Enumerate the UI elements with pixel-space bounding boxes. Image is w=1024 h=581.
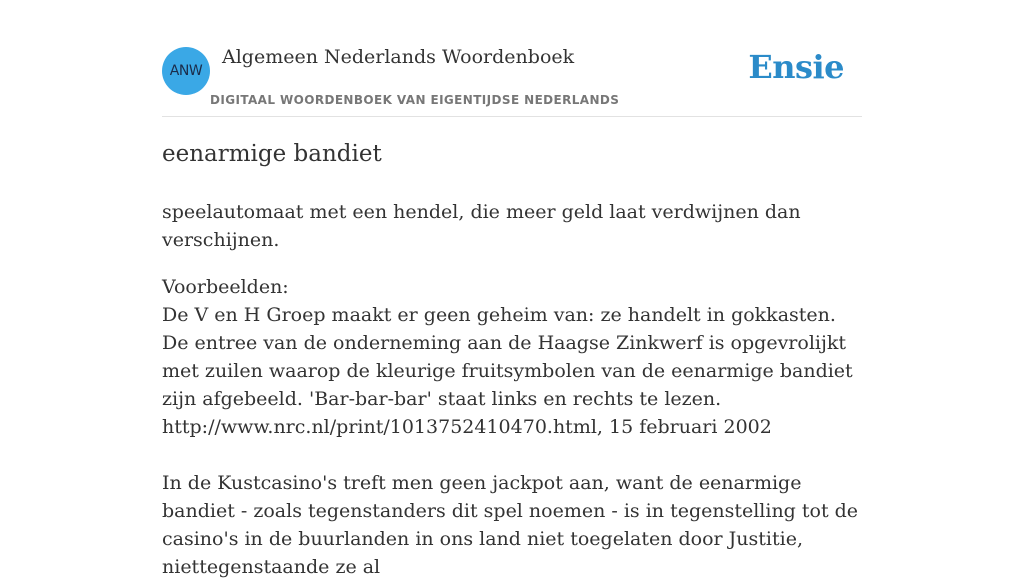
site-header — [162, 38, 862, 117]
examples-section — [162, 273, 862, 581]
example-spacer — [162, 441, 862, 469]
example-source: http://www.nrc.nl/print/1013752410470.html, 15 februari 2002 — [162, 416, 772, 438]
example-text: De V en H Groep maakt er geen geheim van: ze handelt in gokkasten. De entree van de onderneming aan de Haagse Zinkwerf is opgevrolijkt met zuilen waarop de kleurige fruitsymbolen van de eenarmige bandiet zijn afgebeeld. 'Bar-bar-bar' staat links en rechts te lezen. — [162, 304, 853, 410]
example-text: In de Kustcasino's treft men geen jackpot aan, want de eenarmige bandiet - zoals tegenstanders dit spel noemen - is in tegenstelling tot de casino's in de buurlanden in ons land niet toegelaten door Justitie, niettegenstaande ze al — [162, 472, 859, 578]
ensie-logo[interactable]: Ensie — [748, 48, 844, 86]
entry-headword: eenarmige bandiet — [162, 141, 382, 167]
site-subtitle: DIGITAAL WOORDENBOEK VAN EIGENTIJDSE NEDERLANDS — [210, 93, 620, 107]
examples-label: Voorbeelden: — [162, 276, 289, 298]
entry-content — [162, 138, 862, 581]
entry-definition: speelautomaat met een hendel, die meer geld laat verdwijnen dan verschijnen. — [162, 201, 801, 251]
anw-logo[interactable]: ANW — [162, 47, 210, 95]
site-title[interactable]: Algemeen Nederlands Woordenboek — [222, 46, 575, 68]
